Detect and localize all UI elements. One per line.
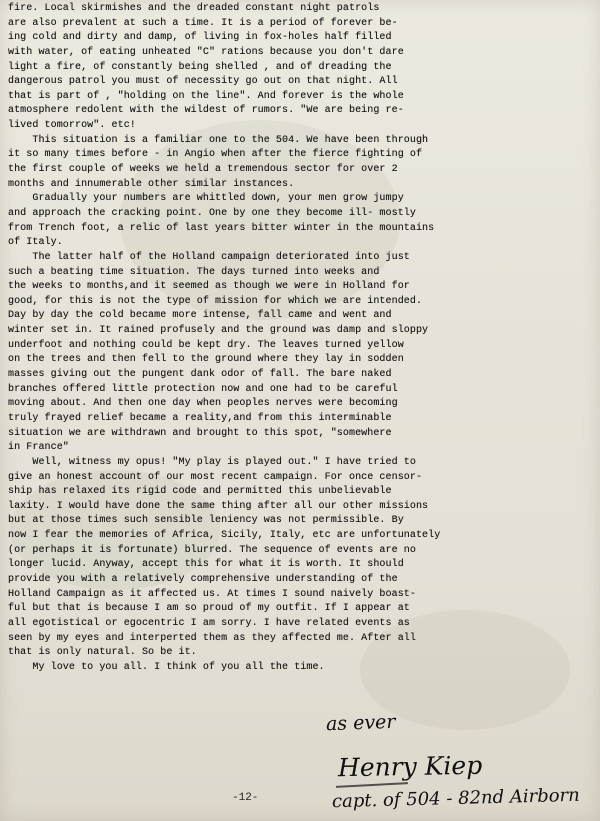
signature-unit: capt. of 504 - 82nd Airborn xyxy=(331,784,581,813)
letter-line: such a beating time situation. The days turned into weeks and xyxy=(8,266,380,278)
letter-line: now I fear the memories of Africa, Sicily, Italy, etc are unfortunately xyxy=(8,530,441,542)
letter-line: in France" xyxy=(8,442,69,454)
letter-line: months and innumerable other similar instances. xyxy=(8,178,295,190)
letter-line: Gradually your numbers are whittled down, your men grow jumpy xyxy=(8,193,404,205)
letter-body xyxy=(8,2,596,675)
letter-line: that is part of , "holding on the line". And forever is the whole xyxy=(8,90,404,102)
letter-line: and approach the cracking point. One by one they become ill- mostly xyxy=(8,207,416,219)
letter-line: (or perhaps it is fortunate) blurred. The sequence of events are no xyxy=(8,544,416,556)
letter-line: light a fire, of constantly being shelled , and of dreading the xyxy=(8,61,392,73)
letter-line: fire. Local skirmishes and the dreaded constant night patrols xyxy=(8,3,380,14)
page-number: -12- xyxy=(232,792,259,804)
letter-line: Well, witness my opus! "My play is played out." I have tried to xyxy=(8,456,416,468)
letter-line: it so many times before - in Angio when after the fierce fighting of xyxy=(8,149,423,161)
letter-line: moving about. And then one day when peoples nerves were becoming xyxy=(8,398,398,410)
letter-line: This situation is a familiar one to the 504. We have been through xyxy=(8,134,429,146)
letter-line: give an honest account of our most recent campaign. For once censor- xyxy=(8,471,423,483)
letter-line: ing cold and dirty and damp, of living in fox-holes half filled xyxy=(8,32,392,44)
letter-line: winter set in. It rained profusely and the ground was damp and sloppy xyxy=(8,325,429,337)
letter-line: that is only natural. So be it. xyxy=(8,647,197,659)
letter-line: with water, of eating unheated "C" rations because you don't dare xyxy=(8,46,404,58)
letter-line: My love to you all. I think of you all the time. xyxy=(8,661,325,673)
signature-underline xyxy=(336,782,408,788)
letter-line: good, for this is not the type of mission for which we are intended. xyxy=(8,295,423,307)
letter-line: dangerous patrol you must of necessity go out on that night. All xyxy=(8,76,398,88)
letter-line: provide you with a relatively comprehensive understanding of the xyxy=(8,573,398,585)
letter-line: atmosphere redolent with the wildest of rumors. "We are being re- xyxy=(8,105,404,117)
signature-closing: as ever xyxy=(325,710,396,736)
letter-line: laxity. I would have done the same thing after all our other missions xyxy=(8,500,429,512)
letter-line: seen by my eyes and interperted them as they affected me. After all xyxy=(8,632,416,644)
letter-line: lived tomorrow". etc! xyxy=(8,120,136,132)
letter-line: but at those times such sensible leniency was not permissible. By xyxy=(8,515,404,527)
letter-line: ship has relaxed its rigid code and permitted this unbelievable xyxy=(8,486,392,498)
letter-line: the weeks to months,and it seemed as though we were in Holland for xyxy=(8,281,410,293)
letter-line: situation we are withdrawn and brought to this spot, "somewhere xyxy=(8,427,392,439)
letter-line: longer lucid. Anyway, accept this for what it is worth. It should xyxy=(8,559,404,571)
signature-name: Henry Kiep xyxy=(337,750,483,783)
letter-line: branches offered little protection now and one had to be careful xyxy=(8,383,398,395)
letter-line: of Italy. xyxy=(8,237,63,249)
letter-line: are also prevalent at such a time. It is a period of forever be- xyxy=(8,17,398,29)
handwritten-signature xyxy=(318,712,598,817)
letter-line: on the trees and then fell to the ground where they lay in sodden xyxy=(8,354,404,366)
letter-line: ful but that is because I am so proud of my outfit. If I appear at xyxy=(8,603,410,615)
letter-line: Day by day the cold became more intense, fall came and went and xyxy=(8,310,392,322)
letter-line: The latter half of the Holland campaign deteriorated into just xyxy=(8,251,410,263)
letter-line: masses giving out the pungent dank odor of fall. The bare naked xyxy=(8,369,392,381)
letter-line: the first couple of weeks we held a tremendous sector for over 2 xyxy=(8,164,398,176)
letter-line: underfoot and nothing could be kept dry. The leaves turned yellow xyxy=(8,339,404,351)
letter-line: from Trench foot, a relic of last years bitter winter in the mountains xyxy=(8,222,435,234)
letter-line: truly frayed relief became a reality,and from this interminable xyxy=(8,412,392,424)
letter-line: all egotistical or egocentric I am sorry. I have related events as xyxy=(8,617,410,629)
letter-line: Holland Campaign as it affected us. At times I sound naively boast- xyxy=(8,588,416,600)
